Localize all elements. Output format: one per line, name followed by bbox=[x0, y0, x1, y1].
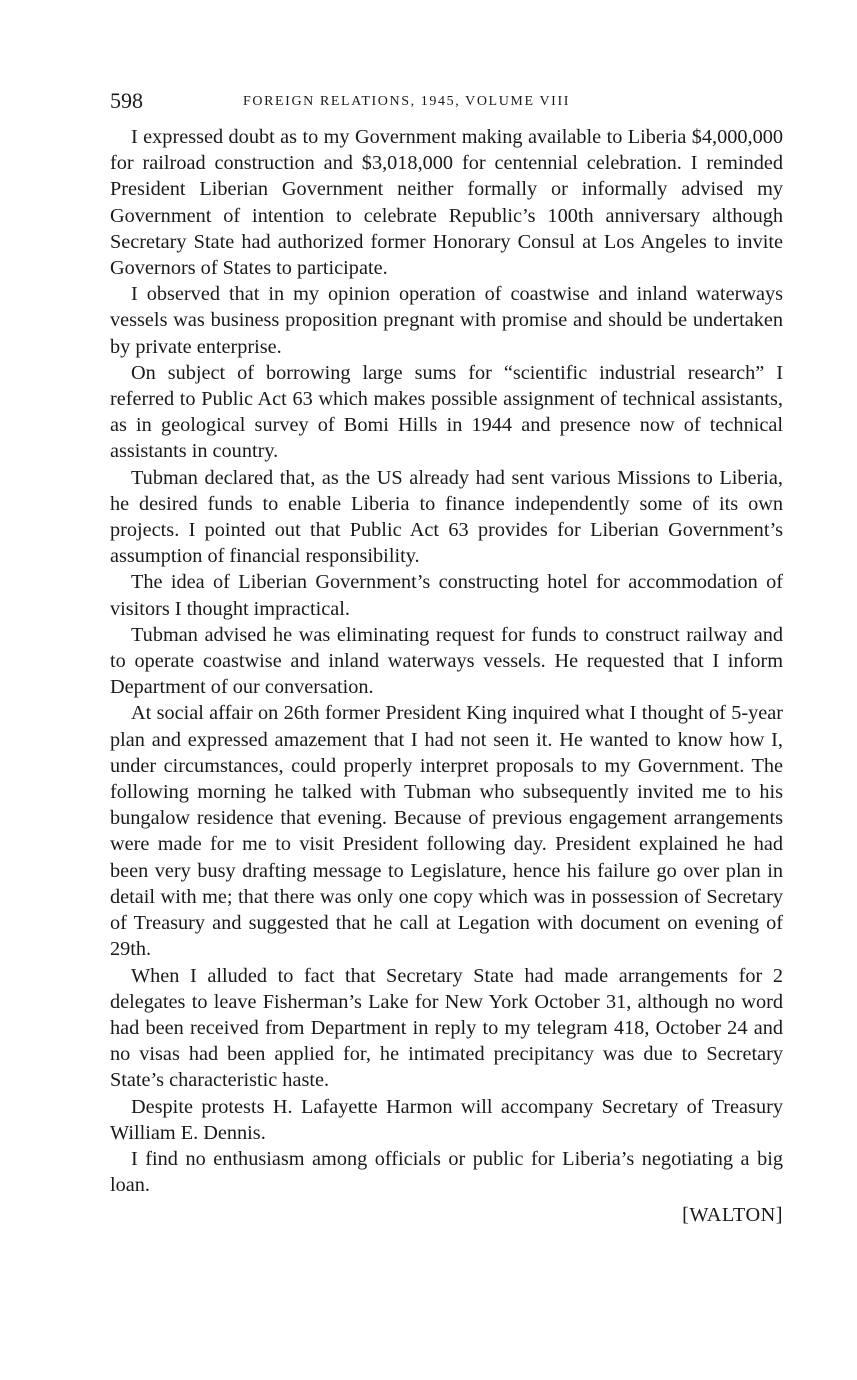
document-body bbox=[110, 124, 783, 1198]
paragraph: I find no enthusiasm among officials or public for Liberia’s negotiating a big loan. bbox=[110, 1147, 783, 1197]
signature: [WALTON] bbox=[682, 1204, 783, 1227]
page-number: 598 bbox=[110, 88, 143, 113]
page-header bbox=[110, 86, 783, 120]
paragraph: Despite protests H. Lafayette Harmon will accompany Secretary of Treasury William E. Dennis. bbox=[110, 1095, 783, 1144]
paragraph: When I alluded to fact that Secretary State had made arrangements for 2 delegates to leave Fisherman’s Lake for New York October 31, although no word had been received from Department in reply to my telegram 418, October 24 and no visas had been applied for, he intimated precipitancy was due to Secretary State’s characteristic haste. bbox=[110, 964, 783, 1092]
paragraph: The idea of Liberian Government’s constructing hotel for accommodation of visitors I thought impractical. bbox=[110, 571, 783, 620]
paragraph: Tubman advised he was eliminating request for funds to construct railway and to operate coastwise and inland waterways vessels. He requested that I inform Department of our conversation. bbox=[110, 623, 783, 699]
document-page bbox=[110, 86, 783, 1229]
paragraph: At social affair on 26th former President King inquired what I thought of 5-year plan and expressed amazement that I had not seen it. He wanted to know how I, under circumstances, could properly interpret proposals to my Government. The following morning he talked with Tubman who subsequently invited me to his bungalow residence that evening. Because of previous engagement arrangements were made for me to visit President following day. President explained he had been very busy drafting message to Legislature, hence his failure go over plan in detail with me; that there was only one copy which was in possession of Secretary of Treasury and suggested that he call at Legation with document on evening of 29th. bbox=[110, 702, 783, 961]
paragraph: I observed that in my opinion operation of coastwise and inland waterways vessels was business proposition pregnant with promise and should be undertaken by private enterprise. bbox=[110, 283, 783, 358]
running-head: FOREIGN RELATIONS, 1945, VOLUME VIII bbox=[243, 94, 570, 109]
paragraph: I expressed doubt as to my Government making available to Liberia $4,000,000 for railroad construction and $3,018,000 for centennial celebration. I reminded President Liberian Government neither formally or informally advised my Government of intention to celebrate Republic’s 100th anniversary although Secretary State had authorized former Honorary Consul at Los Angeles to invite Governors of States to participate. bbox=[110, 126, 783, 280]
paragraph: Tubman declared that, as the US already had sent various Missions to Liberia, he desired funds to enable Liberia to finance independently some of its own projects. I pointed out that Public Act 63 provides for Liberian Government’s assumption of financial responsibility. bbox=[110, 466, 783, 568]
paragraph: On subject of borrowing large sums for “scientific industrial research” I referred to Public Act 63 which makes possible assignment of technical assistants, as in geological survey of Bomi Hills in 1944 and presence now of technical assistants in country. bbox=[110, 361, 783, 463]
